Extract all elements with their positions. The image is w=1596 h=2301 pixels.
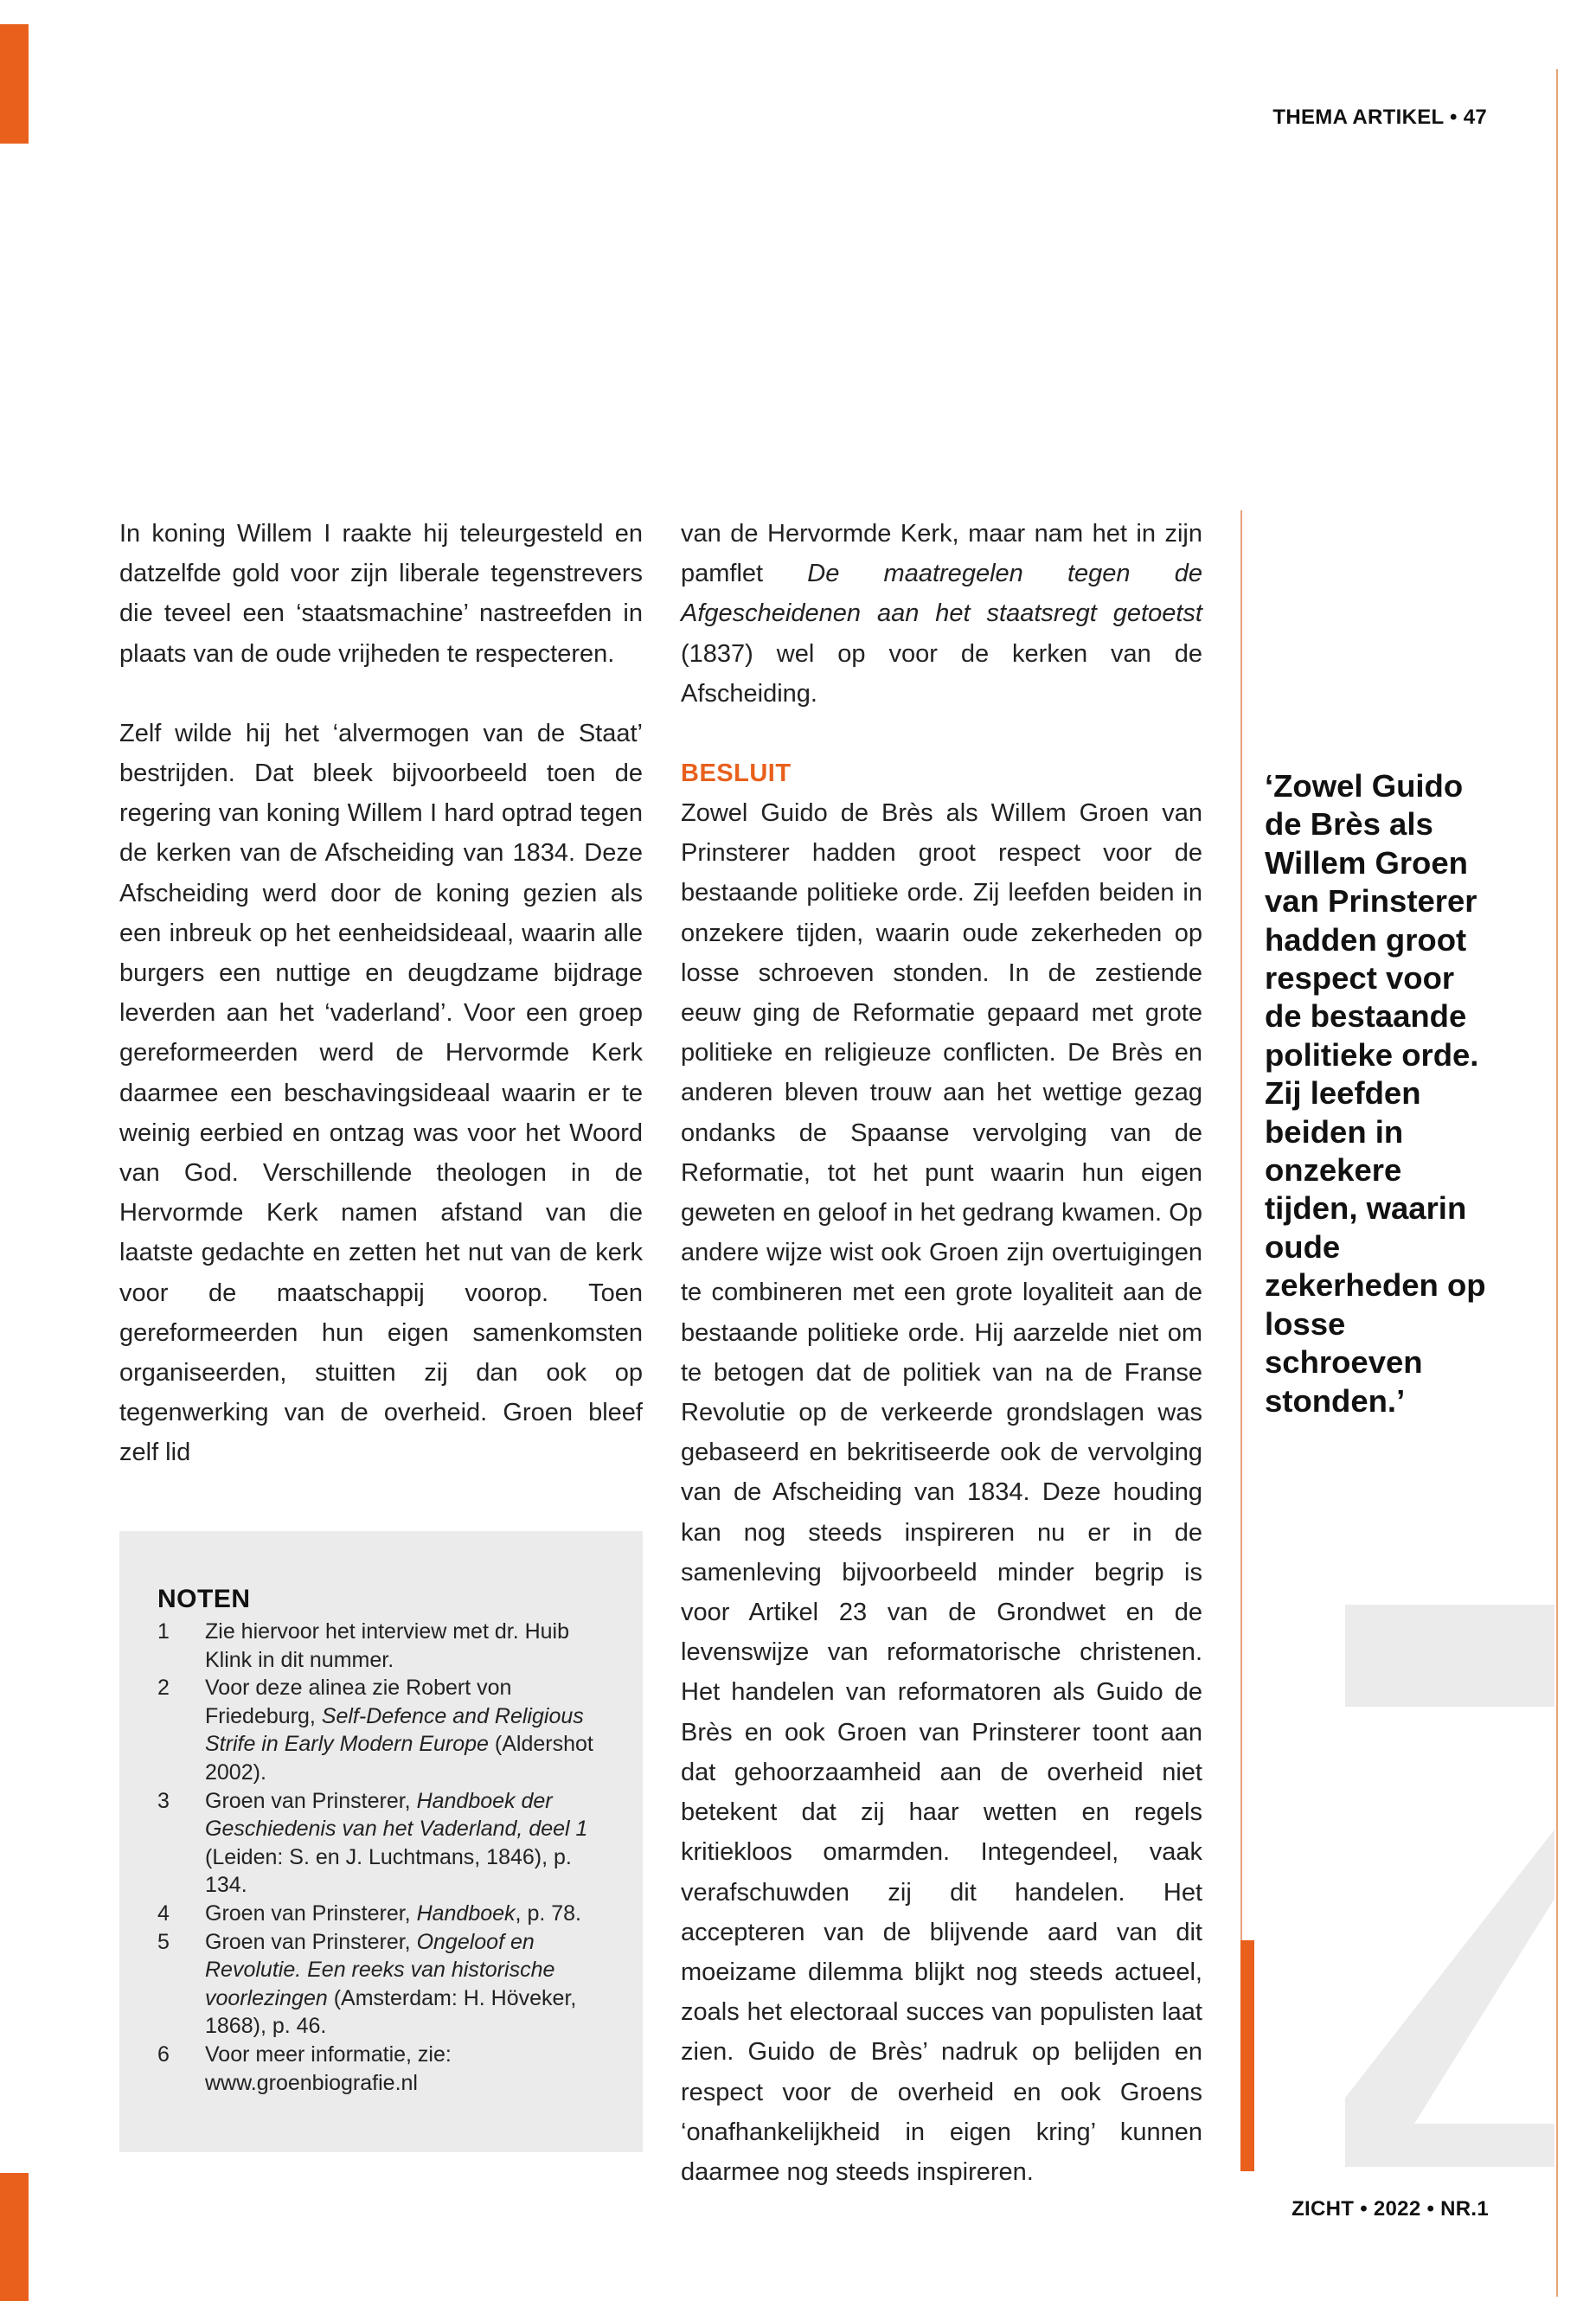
top-left-accent-bar (0, 24, 29, 144)
note-number: 2 (157, 1676, 170, 1701)
note-text-part: , p. 78. (515, 1900, 581, 1926)
note-title-italic: Ongeloof en Revolutie. Een reeks van historische voorlezingen (205, 1929, 555, 2010)
note-text-part: (Aldershot 2002). (205, 1732, 593, 1785)
note-number: 6 (157, 2041, 170, 2067)
left-paragraph-2: Zelf wilde hij het ‘alvermogen van de Staat’ bestrijden. Dat bleek bijvoorbeeld toen de regering van koning Willem I hard optrad tegen de kerken van de Afscheiding van 1834. Deze Afscheiding werd door de koning gezien als een inbreuk op het eenheidsideaal, waarin alle burgers een nuttige en deugdzame bijdrage leverden aan het ‘vaderland’. Voor een groep gereformeerden werd de Hervormde Kerk daarmee een beschavingsideaal waarin er te weinig eerbied en ontzag was voor het Woord van God. Verschillende theologen in de Hervormde Kerk namen afstand van die laatste gedachte en zetten het nut van de kerk voor de maatschappij voorop. Toen gereformeerden hun eigen samenkomsten organiseerden, stuitten zij dan ook op tegenwerking van de overheid. Groen bleef zelf lid (119, 719, 643, 1467)
grey-logo-block (1345, 1605, 1554, 1707)
footer-separator: • (1360, 2197, 1368, 2221)
middle-column (681, 514, 1202, 2192)
note-number: 3 (157, 1788, 170, 1813)
header-section: THEMA ARTIKEL (1272, 106, 1445, 129)
note-item (157, 2041, 607, 2097)
footer-separator: • (1426, 2197, 1435, 2221)
pamphlet-title: De maatregelen tegen de Afgescheidenen aan het staatsregt getoetst (681, 560, 1202, 628)
running-footer (1292, 2197, 1489, 2221)
left-paragraph-1: In koning Willem I raakte hij teleurgesteld en datzelfde gold voor zijn liberale tegenstrevers die teveel een ‘staatsmachine’ nastreefden in plaats van de oude vrijheden te respecteren. (119, 520, 643, 668)
note-text (205, 1928, 607, 2041)
header-separator: • (1450, 106, 1458, 129)
note-item (157, 1928, 607, 2041)
footer-issue: NR.1 (1440, 2197, 1489, 2221)
note-title-italic: Handboek (416, 1900, 516, 1926)
notes-list (157, 1618, 607, 2097)
running-header (1272, 106, 1487, 130)
note-item (157, 1900, 607, 1928)
footer-magazine: ZICHT (1292, 2197, 1355, 2221)
middle-p1-start: van de Hervormde Kerk, maar nam het in zijn pamflet (681, 520, 1202, 588)
note-text-part: Groen van Prinsterer, (205, 1900, 417, 1926)
note-text-part: Groen van Prinsterer, (205, 1788, 417, 1813)
note-number: 4 (157, 1900, 170, 1926)
note-item (157, 1787, 607, 1900)
quote-rule-accent (1240, 1940, 1254, 2171)
note-item (157, 1674, 607, 1786)
header-page-number: 47 (1463, 106, 1487, 129)
note-text-part: Voor deze alinea zie Robert von Friedeburg, (205, 1676, 512, 1728)
notes-title: NOTEN (157, 1585, 251, 1613)
note-text: Voor meer informatie, zie: www.groenbiografie.nl (205, 2041, 452, 2095)
note-text (205, 1674, 607, 1786)
middle-paragraph-1 (681, 514, 1202, 714)
left-column (119, 514, 643, 1473)
middle-p1-end: (1837) wel op voor de kerken van de Afscheiding. (681, 639, 1202, 708)
note-title-italic: Handboek der Geschiedenis van het Vaderland, deel 1 (205, 1788, 588, 1842)
note-number: 5 (157, 1929, 170, 1954)
note-number: 1 (157, 1619, 170, 1644)
quote-rule (1240, 510, 1242, 2171)
note-text (205, 1900, 607, 1928)
note-text-part: Groen van Prinsterer, (205, 1929, 417, 1954)
footer-year: 2022 (1373, 2197, 1421, 2221)
pull-quote: ‘Zowel Guido de Brès als Willem Groen van Prinsterer hadden groot respect voor de bestaande politieke orde. Zij leefden beiden in onzekere tijden, waarin oude zekerheden op losse schroeven stonden.’ (1265, 768, 1486, 1419)
note-item (157, 1618, 607, 1674)
bottom-left-accent-bar (0, 2173, 29, 2301)
note-title-italic: Self-Defence and Religious Strife in Early Modern Europe (205, 1703, 584, 1757)
right-edge-rule (1556, 69, 1558, 2297)
note-text (205, 1787, 607, 1900)
note-text-part: (Amsterdam: H. Höveker, 1868), p. 46. (205, 1985, 577, 2039)
note-text-part: (Leiden: S. en J. Luchtmans, 1846), p. 134. (205, 1844, 572, 1898)
notes-box (119, 1531, 643, 2152)
middle-paragraph-2: Zowel Guido de Brès als Willem Groen van Prinsterer hadden groot respect voor de bestaande politieke orde. Zij leefden beiden in onzekere tijden, waarin oude zekerheden op losse schroeven stonden. In de zestiende eeuw ging de Reformatie gepaard met grote politieke en religieuze conflicten. De Brès en anderen bleven trouw aan het wettige gezag ondanks de Spaanse vervolging van de Reformatie, tot het punt waarin hun eigen geweten en geloof in het gedrang kwamen. Op andere wijze wist ook Groen zijn overtuigingen te combineren met een grote loyaliteit aan de bestaande politieke orde. Hij aarzelde niet om te betogen dat de politiek van na de Franse Revolutie op de verkeerde grondslagen was gebaseerd en bekritiseerde ook de vervolging van de Afscheiding van 1834. Deze houding kan nog steeds inspireren nu er in de samenleving bijvoorbeeld minder begrip is voor Artikel 23 van de Grondwet en de levenswijze van reformatorische christenen. Het handelen van reformatoren als Guido de Brès en ook Groen van Prinsterer toont aan dat gehoorzaamheid aan de overheid niet betekent dat zij haar wetten en regels kritiekloos omarmden. Integendeel, vaak verafschuwden zij dit handelen. Het accepteren van de blijvende aard van dit moeizame dilemma blijkt nog steeds actueel, zoals het electoraal succes van populisten laat zien. Guido de Brès’ nadruk op belijden en respect voor de overheid en ook Groens ‘onafhankelijkheid in eigen kring’ kunnen daarmee nog steeds inspireren. (681, 799, 1202, 2186)
grey-logo-diagonal (1345, 1830, 1554, 2167)
section-heading-besluit: BESLUIT (681, 760, 792, 788)
note-text: Zie hiervoor het interview met dr. Huib Klink in dit nummer. (205, 1619, 570, 1672)
